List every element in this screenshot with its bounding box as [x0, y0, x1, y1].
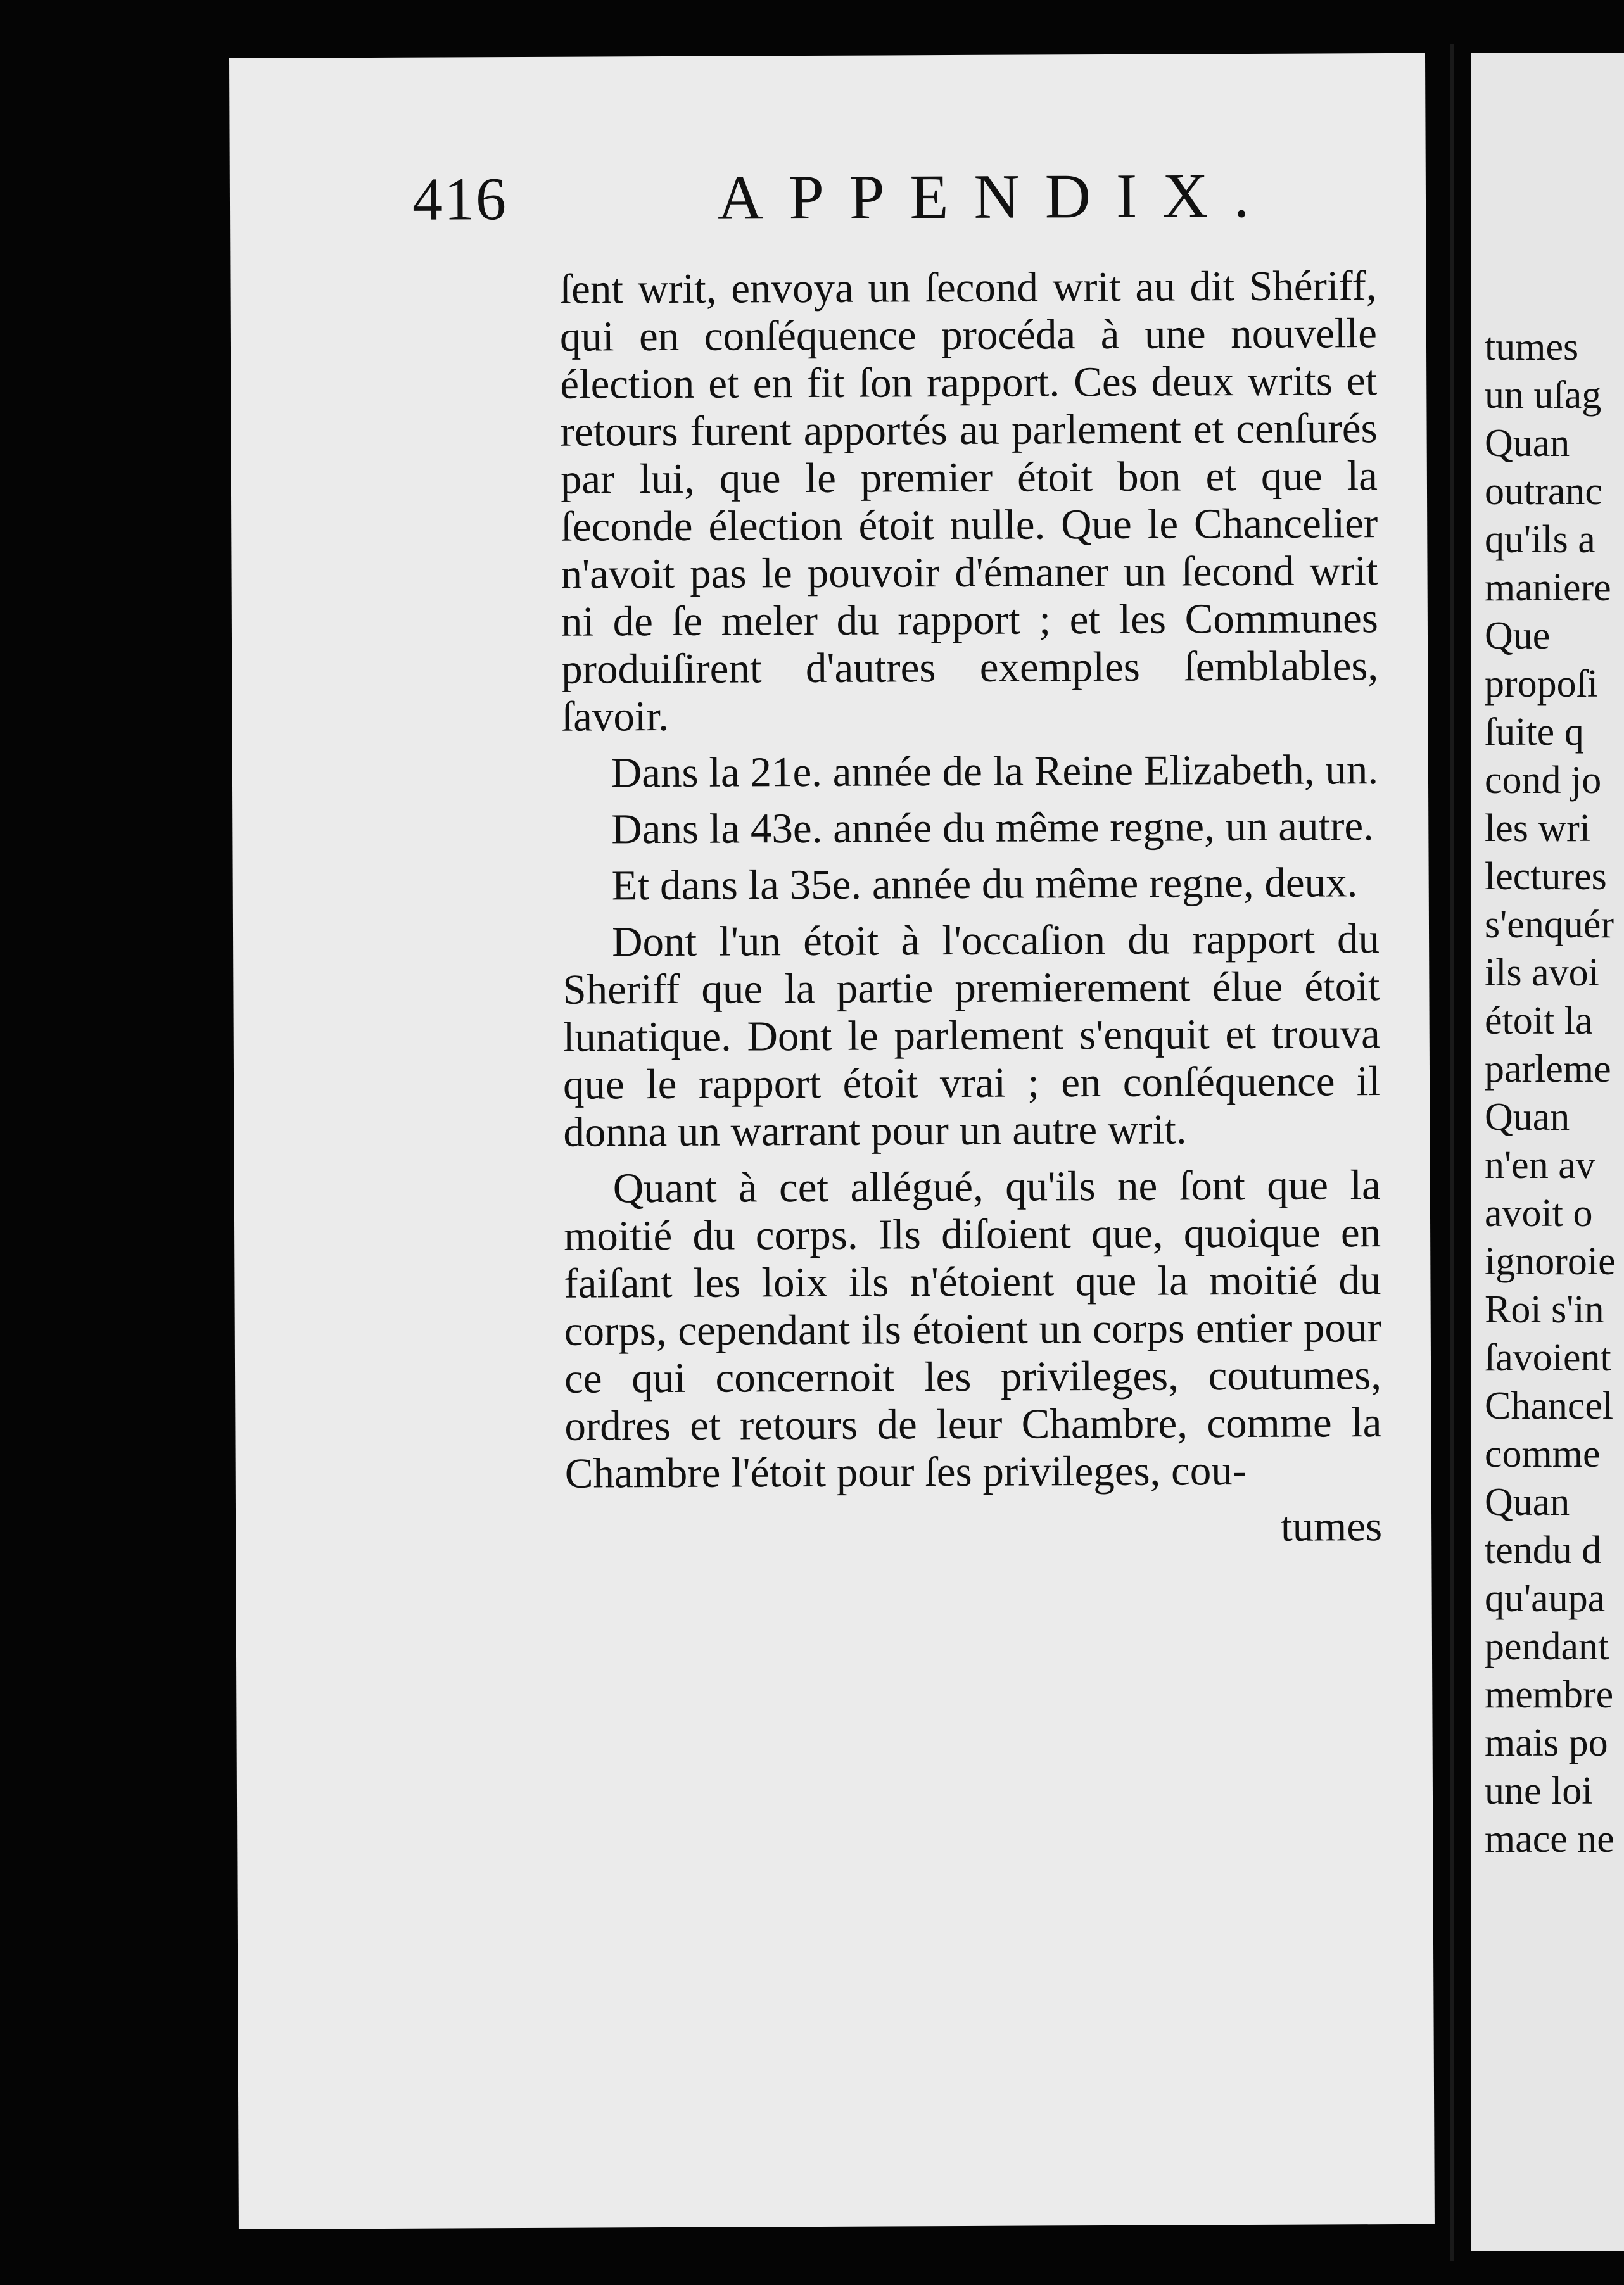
facing-line: mais po: [1485, 1721, 1608, 1764]
facing-line: s'enquér: [1485, 903, 1614, 946]
facing-line: outranc: [1485, 470, 1602, 513]
facing-line: cond jo: [1485, 759, 1602, 802]
page-gutter: [1450, 44, 1454, 2261]
facing-line: Que: [1485, 614, 1551, 657]
facing-page-text: [1485, 323, 1624, 1863]
facing-line: lectures: [1485, 855, 1607, 898]
catchword: tumes: [1280, 1503, 1383, 1550]
paragraph: Et dans la 35e. année du même regne, deux.: [611, 859, 1358, 909]
facing-line: parleme: [1485, 1048, 1611, 1091]
facing-line: ſavoient: [1485, 1336, 1611, 1379]
facing-line: propoſi: [1485, 662, 1599, 706]
facing-line: ſuite q: [1485, 711, 1584, 754]
facing-line: tendu d: [1485, 1529, 1602, 1572]
facing-line: une loi: [1485, 1769, 1593, 1813]
paragraph: Dont l'un étoit à l'occaſion du rapport du Sheriff que la partie premierement élue étoit lunatique. Dont le parlement s'enquit et trouva que le rapport étoit vrai ; en conſéquence il donna un warrant pour un autre writ.: [562, 915, 1381, 1156]
facing-line: Chancel: [1485, 1384, 1614, 1427]
facing-line: ignoroie: [1485, 1240, 1616, 1283]
facing-line: n'en av: [1485, 1144, 1595, 1187]
page-number: 416: [412, 165, 508, 233]
facing-line: maniere: [1485, 566, 1611, 609]
facing-page-fragment: [1471, 53, 1624, 2251]
facing-line: Quan: [1485, 422, 1570, 465]
body-text: [559, 262, 1382, 1563]
facing-line: qu'ils a: [1485, 518, 1595, 561]
facing-line: Quan: [1485, 1096, 1570, 1139]
left-page: [229, 53, 1435, 2229]
running-head: APPENDIX.: [717, 160, 1275, 233]
paragraph: ſent writ, envoya un ſecond writ au dit Shériff, qui en conſéquence procéda à une nouvelle élection et en fit ſon rapport. Ces deux writs et retours furent apportés au parlement et cenſurés par lui, que le premier étoit bon et que la ſeconde élection étoit nulle. Que le Chancelier n'avoit pas le pouvoir d'émaner un ſecond writ ni de ſe meler du rapport ; et les Communes produiſirent d'autres exemples ſemblables, ſavoir.: [559, 262, 1379, 740]
facing-line: tumes: [1485, 326, 1579, 369]
facing-line: membre: [1485, 1673, 1614, 1716]
facing-line: Roi s'in: [1485, 1288, 1604, 1331]
facing-line: avoit o: [1485, 1192, 1593, 1235]
facing-line: Quan: [1485, 1481, 1570, 1524]
facing-line: comme: [1485, 1433, 1601, 1476]
paragraph: Quant à cet allégué, qu'ils ne ſont que la moitié du corps. Ils diſoient que, quoique en faiſant les loix ils n'étoient que la moitié du corps, cependant ils étoient un corps entier pour ce qui concernoit les privileges, coutumes, ordres et retours de leur Chambre, comme la Chambre l'étoit pour ſes privileges, cou-: [563, 1161, 1382, 1497]
facing-line: étoit la: [1485, 999, 1593, 1042]
facing-line: mace ne: [1485, 1818, 1614, 1861]
paragraph: Dans la 43e. année du même regne, un autre.: [611, 802, 1374, 853]
paragraph: Dans la 21e. année de la Reine Elizabeth, un.: [611, 746, 1379, 797]
facing-line: un uſag: [1485, 374, 1602, 417]
facing-line: pendant: [1485, 1625, 1609, 1668]
facing-line: qu'aupa: [1485, 1577, 1606, 1620]
facing-line: ils avoi: [1485, 951, 1599, 994]
facing-line: les wri: [1485, 807, 1591, 850]
